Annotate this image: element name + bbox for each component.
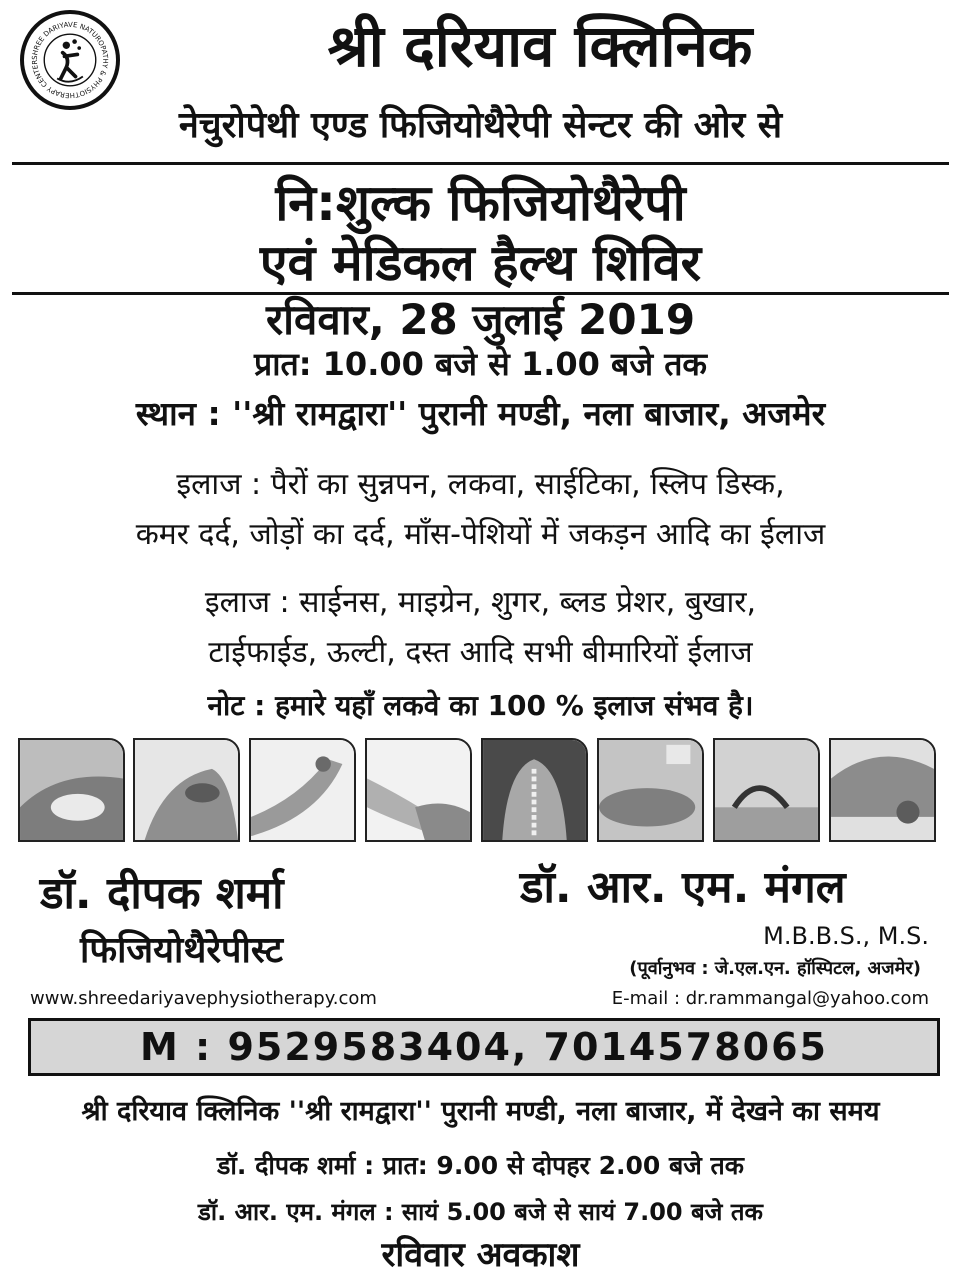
knee-pain-photo [18, 738, 125, 842]
yoga-pose-photo [713, 738, 820, 842]
svg-text:SHREE DARIYAVE NATUROPATHY & P [31, 21, 109, 99]
steam-therapy-photo [829, 738, 936, 842]
timings-doctor2: डॉ. आर. एम. मंगल : सायं 5.00 बजे से सायं 7.00 बजे तक [198, 1198, 763, 1226]
foot-massage-photo [365, 738, 472, 842]
phone-numbers[interactable]: M : 9529583404, 7014578065 [140, 1025, 828, 1069]
timings-doctor1: डॉ. दीपक शर्मा : प्रात: 9.00 से दोपहर 2.00 बजे तक [217, 1151, 744, 1180]
doctor-left-name: डॉ. दीपक शर्मा [40, 868, 284, 919]
clinic-title: श्री दरियाव क्लिनिक [327, 12, 753, 80]
treatment-note: नोट : हमारे यहाँ लकवे का 100 % इलाज संभव है। [207, 689, 754, 722]
sunday-holiday: रविवार अवकाश [381, 1235, 580, 1275]
timings-heading: श्री दरियाव क्लिनिक ''श्री रामद्वारा'' पुरानी मण्डी, नला बाजार, में देखने का समय [81, 1096, 880, 1127]
clinic-logo [20, 10, 120, 110]
divider [12, 162, 949, 165]
event-venue: स्थान : ''श्री रामद्वारा'' पुरानी मण्डी, नला बाजार, अजमेर [135, 394, 826, 433]
back-massage-photo [597, 738, 704, 842]
doctor-right-degree: M.B.B.S., M.S. [763, 922, 929, 950]
medical-treatments-line1: इलाज : साईनस, माइग्रेन, शुगर, ब्लड प्रेशर, बुखार, [204, 585, 757, 620]
clinic-subtitle: नेचुरोपेथी एण्ड फिजियोथैरेपी सेन्टर की ओर से [178, 105, 783, 146]
doctor-right-experience: (पूर्वानुभव : जे.एल.एन. हॉस्पिटल, अजमेर) [629, 958, 921, 979]
doctor-right-name: डॉ. आर. एम. मंगल [520, 862, 846, 913]
logo-ring-text: SHREE DARIYAVE NATUROPATHY & PHYSIOTHERAPY CENTER [30, 20, 110, 100]
event-date: रविवार, 28 जुलाई 2019 [265, 295, 696, 344]
medical-treatments-line2: टाईफाईड, ऊल्टी, दस्त आदि सभी बीमारियों ईलाज [208, 635, 753, 670]
spine-pain-photo [481, 738, 588, 842]
event-time: प्रात: 10.00 बजे से 1.00 बजे तक [253, 345, 708, 383]
shoulder-pain-photo [133, 738, 240, 842]
camp-title-line1: नि:शुल्क फिजियोथैरेपी [275, 174, 686, 232]
elbow-pain-photo [249, 738, 356, 842]
dancing-figure-icon [24, 14, 116, 106]
phone-box [28, 1018, 940, 1076]
physio-treatments-line2: कमर दर्द, जोड़ों का दर्द, मॉंस-पेशियों में जकड़न आदि का ईलाज [135, 517, 826, 552]
email-link[interactable]: E-mail : dr.rammangal@yahoo.com [611, 988, 929, 1009]
website-link[interactable]: www.shreedariyavephysiotherapy.com [30, 988, 377, 1009]
camp-title-line2: एवं मेडिकल हैल्थ शिविर [259, 234, 702, 292]
physio-treatments-line1: इलाज : पैरों का सुन्नपन, लकवा, साईटिका, स्लिप डिस्क, [176, 467, 785, 502]
doctor-left-title: फिजियोथैरेपीस्ट [80, 930, 283, 971]
